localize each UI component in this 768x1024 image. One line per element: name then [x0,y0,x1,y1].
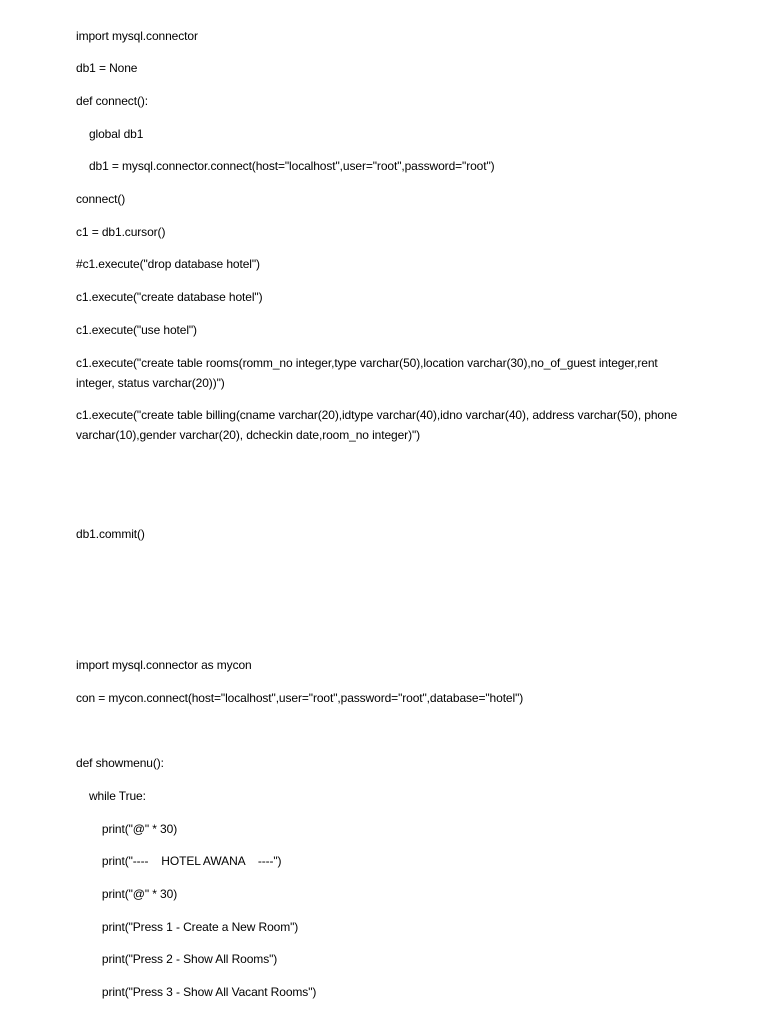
code-line-con-connect: con = mycon.connect(host="localhost",user="root",password="root",database="hotel") [76,691,524,705]
code-line-use-hotel: c1.execute("use hotel") [76,323,197,337]
code-line-create-billing-table: c1.execute("create table billing(cname varchar(20),idtype varchar(40),idno varchar(40), address varchar(50), phone varchar(10),gender varchar(20), dcheckin date,room_no integer)") [76,408,681,442]
code-line-print-border-top: print("@" * 30) [76,822,178,836]
code-line-db1-none: db1 = None [76,61,138,75]
code-line-print-option-2: print("Press 2 - Show All Rooms") [76,952,278,966]
code-line-drop-database: #c1.execute("drop database hotel") [76,257,260,271]
code-line-import-connector: import mysql.connector [76,29,198,43]
code-line-print-option-1: print("Press 1 - Create a New Room") [76,920,299,934]
code-line-print-hotel-name: print("---- HOTEL AWANA ----") [76,854,282,868]
code-line-db1-connect: db1 = mysql.connector.connect(host="localhost",user="root",password="root") [76,159,495,173]
code-line-connect-call: connect() [76,192,126,206]
code-line-global-db1: global db1 [76,127,144,141]
code-line-def-connect: def connect(): [76,94,148,108]
code-line-cursor: c1 = db1.cursor() [76,225,166,239]
code-line-def-showmenu: def showmenu(): [76,756,164,770]
code-line-print-option-3: print("Press 3 - Show All Vacant Rooms") [76,985,317,999]
code-line-create-rooms-table: c1.execute("create table rooms(romm_no integer,type varchar(50),location varchar(30),no_of_guest integer,rent integer, status varchar(20))") [76,356,661,390]
code-line-import-mycon: import mysql.connector as mycon [76,658,252,672]
code-line-print-border-bottom: print("@" * 30) [76,887,178,901]
code-line-create-database: c1.execute("create database hotel") [76,290,263,304]
code-line-commit: db1.commit() [76,527,145,541]
code-line-while-true: while True: [76,789,146,803]
